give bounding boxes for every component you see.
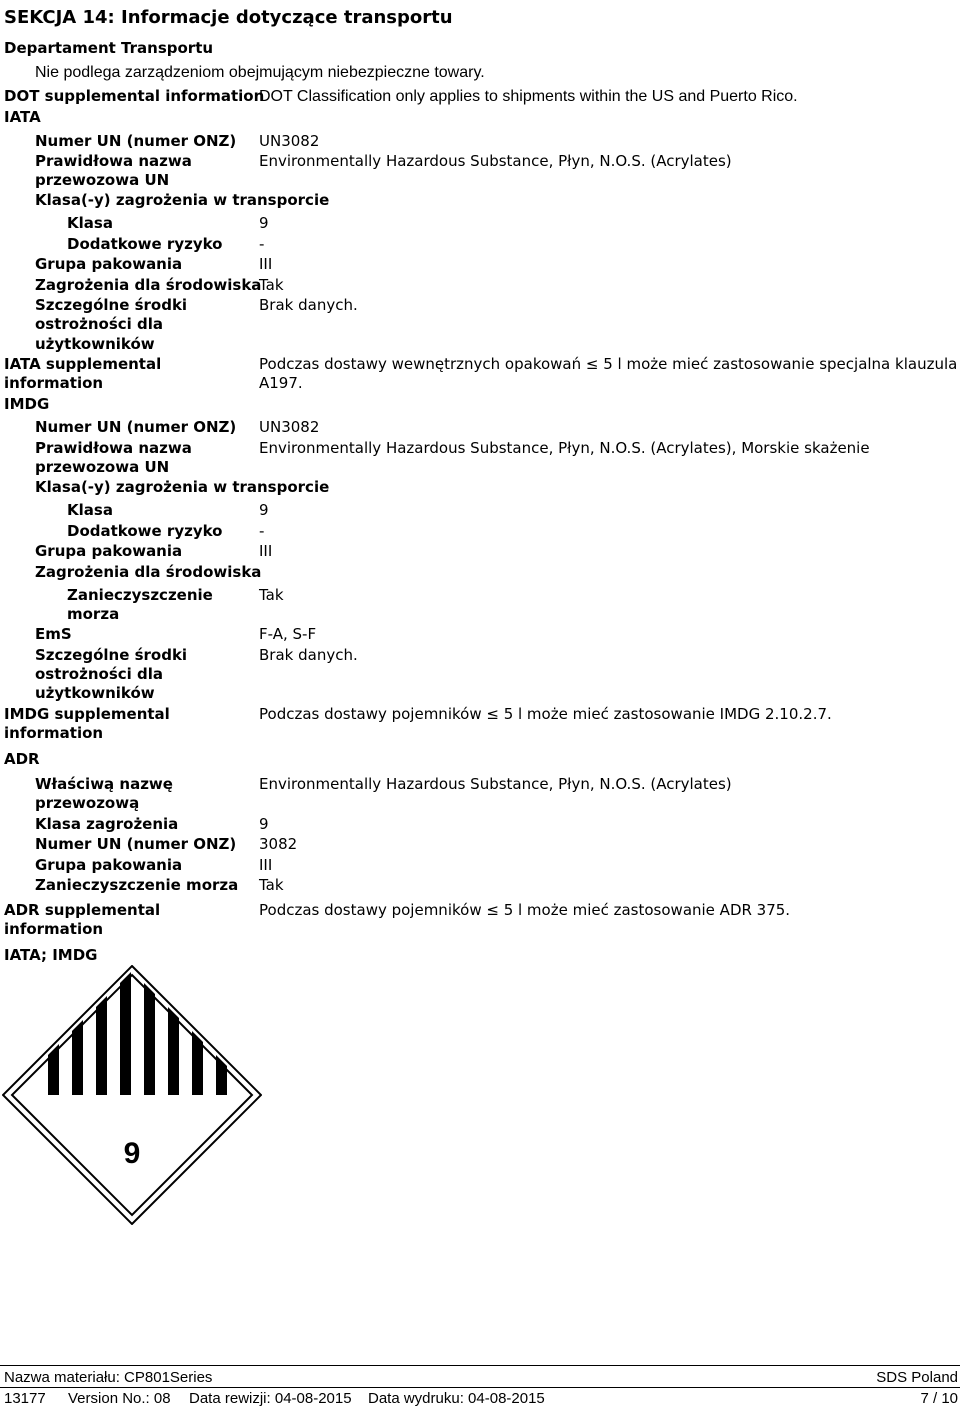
adr-name-value: Environmentally Hazardous Substance, Płyn, N.O.S. (Acrylates) xyxy=(259,775,732,793)
dept-heading: Departament Transportu xyxy=(4,39,214,57)
imdg-klasa-label: Klasa xyxy=(67,501,113,519)
iata-grupa-value: III xyxy=(259,255,273,273)
adr-name-label-cont: przewozową xyxy=(35,794,140,812)
iata-un-label: Numer UN (numer ONZ) xyxy=(35,132,237,150)
iata-dodatkowe-label: Dodatkowe ryzyko xyxy=(67,235,223,253)
imdg-supplemental-label-cont: information xyxy=(4,724,104,742)
adr-un-label: Numer UN (numer ONZ) xyxy=(35,835,237,853)
adr-grupa-label: Grupa pakowania xyxy=(35,856,183,874)
section-title: SEKCJA 14: Informacje dotyczące transportu xyxy=(4,7,453,28)
iata-precautions-label-cont: ostrożności dla xyxy=(35,315,164,333)
iata-klasa-value: 9 xyxy=(259,214,269,232)
adr-marine-label: Zanieczyszczenie morza xyxy=(35,876,239,894)
imdg-precautions-label: Szczególne środki xyxy=(35,646,188,664)
adr-klasa-label: Klasa zagrożenia xyxy=(35,815,179,833)
class-9-hazard-diamond-icon xyxy=(2,965,262,1225)
imdg-class-heading: Klasa(-y) zagrożenia w transporcie xyxy=(35,478,330,496)
footer-print-date: Data wydruku: 04-08-2015 xyxy=(368,1390,545,1407)
footer-revision-date: Data rewizji: 04-08-2015 xyxy=(189,1390,352,1407)
footer-rule-bottom xyxy=(0,1387,960,1388)
imdg-grupa-value: III xyxy=(259,542,273,560)
iata-class-heading: Klasa(-y) zagrożenia w transporcie xyxy=(35,191,330,209)
iata-precautions-value: Brak danych. xyxy=(259,296,358,314)
iata-name-value: Environmentally Hazardous Substance, Płyn, N.O.S. (Acrylates) xyxy=(259,152,732,170)
iata-imdg-heading: IATA; IMDG xyxy=(4,946,98,964)
adr-supplemental-label: ADR supplemental xyxy=(4,901,161,919)
class-9-number: 9 xyxy=(123,1137,141,1170)
footer-version: Version No.: 08 xyxy=(68,1390,171,1407)
iata-supplemental-label: IATA supplemental xyxy=(4,355,162,373)
imdg-ems-value: F-A, S-F xyxy=(259,625,317,643)
imdg-dodatkowe-value: - xyxy=(259,522,265,540)
imdg-un-label: Numer UN (numer ONZ) xyxy=(35,418,237,436)
imdg-env-label: Zagrożenia dla środowiska xyxy=(35,563,262,581)
iata-env-label: Zagrożenia dla środowiska xyxy=(35,276,262,294)
imdg-marine-label: Zanieczyszczenie xyxy=(67,586,213,604)
imdg-supplemental-label: IMDG supplemental xyxy=(4,705,170,723)
footer-sds-label: SDS Poland xyxy=(876,1369,958,1386)
footer-page-number: 7 / 10 xyxy=(920,1390,958,1407)
imdg-grupa-label: Grupa pakowania xyxy=(35,542,183,560)
imdg-marine-value: Tak xyxy=(259,586,284,604)
iata-supplemental-value: Podczas dostawy wewnętrznych opakowań ≤ 5 l może mieć zastosowanie specjalna klauzula xyxy=(259,355,958,373)
imdg-klasa-value: 9 xyxy=(259,501,269,519)
imdg-name-label: Prawidłowa nazwa xyxy=(35,439,192,457)
dot-supplemental-value: DOT Classification only applies to shipments within the US and Puerto Rico. xyxy=(259,88,798,105)
iata-klasa-label: Klasa xyxy=(67,214,113,232)
iata-dodatkowe-value: - xyxy=(259,235,265,253)
iata-name-label: Prawidłowa nazwa xyxy=(35,152,192,170)
adr-marine-value: Tak xyxy=(259,876,284,894)
imdg-precautions-value: Brak danych. xyxy=(259,646,358,664)
adr-un-value: 3082 xyxy=(259,835,298,853)
imdg-name-label-cont: przewozowa UN xyxy=(35,458,170,476)
adr-grupa-value: III xyxy=(259,856,273,874)
iata-precautions-label: Szczególne środki xyxy=(35,296,188,314)
footer-material-name: Nazwa materiału: CP801Series xyxy=(4,1369,213,1386)
footer-code: 13177 xyxy=(4,1390,46,1407)
imdg-precautions-label-cont2: użytkowników xyxy=(35,684,155,702)
iata-grupa-label: Grupa pakowania xyxy=(35,255,183,273)
imdg-precautions-label-cont: ostrożności dla xyxy=(35,665,164,683)
imdg-ems-label: EmS xyxy=(35,625,72,643)
dot-supplemental-label: DOT supplemental information xyxy=(4,87,265,105)
imdg-dodatkowe-label: Dodatkowe ryzyko xyxy=(67,522,223,540)
adr-name-label: Właściwą nazwę xyxy=(35,775,173,793)
iata-precautions-label-cont2: użytkowników xyxy=(35,335,155,353)
dept-note: Nie podlega zarządzeniom obejmującym niebezpieczne towary. xyxy=(35,64,485,81)
imdg-supplemental-value: Podczas dostawy pojemników ≤ 5 l może mieć zastosowanie IMDG 2.10.2.7. xyxy=(259,705,832,723)
iata-un-value: UN3082 xyxy=(259,132,320,150)
adr-heading: ADR xyxy=(4,750,40,768)
imdg-marine-label-cont: morza xyxy=(67,605,120,623)
iata-supplemental-label-cont: information xyxy=(4,374,104,392)
iata-name-label-cont: przewozowa UN xyxy=(35,171,170,189)
adr-supplemental-value: Podczas dostawy pojemników ≤ 5 l może mieć zastosowanie ADR 375. xyxy=(259,901,791,919)
imdg-heading: IMDG xyxy=(4,395,50,413)
adr-supplemental-label-cont: information xyxy=(4,920,104,938)
imdg-name-value: Environmentally Hazardous Substance, Płyn, N.O.S. (Acrylates), Morskie skażenie xyxy=(259,439,870,457)
iata-supplemental-value-cont: A197. xyxy=(259,374,303,392)
footer-rule-top xyxy=(0,1365,960,1366)
iata-env-value: Tak xyxy=(259,276,284,294)
iata-heading: IATA xyxy=(4,108,41,126)
adr-klasa-value: 9 xyxy=(259,815,269,833)
imdg-un-value: UN3082 xyxy=(259,418,320,436)
